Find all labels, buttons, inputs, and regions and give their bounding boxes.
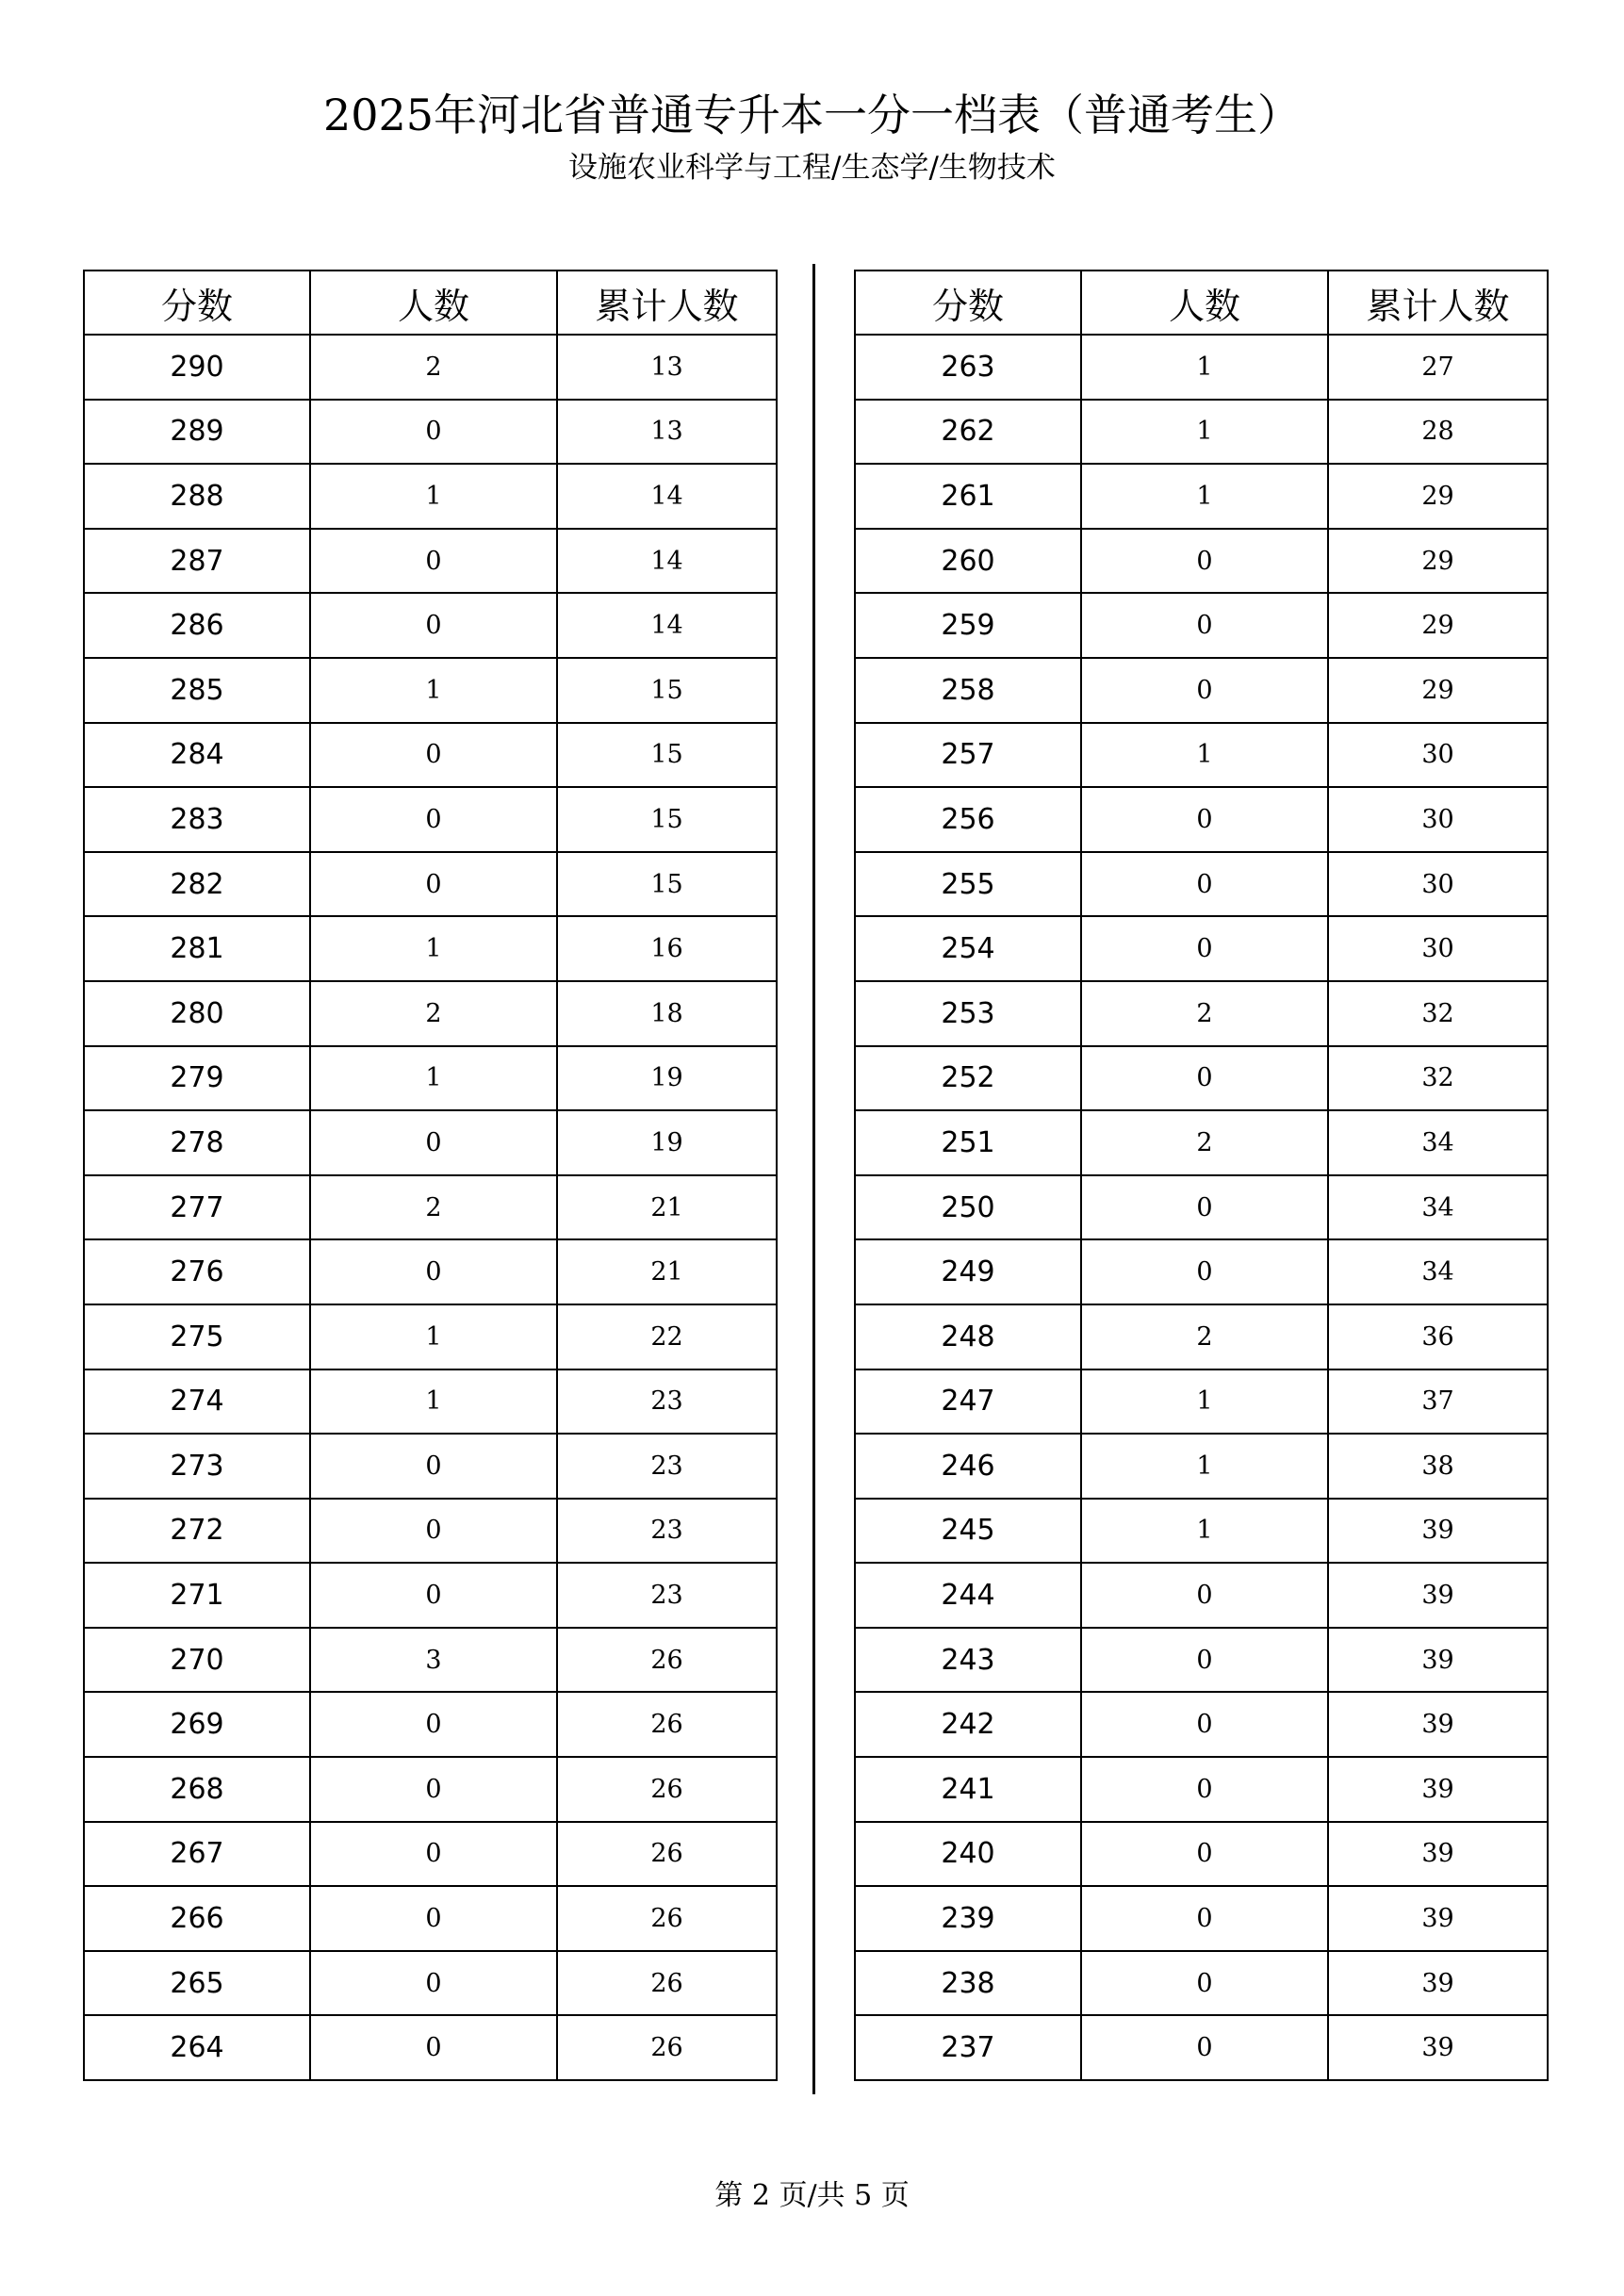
table-row — [855, 1822, 1548, 1887]
table-row — [855, 981, 1548, 1046]
score-cell: 239 — [855, 1886, 1081, 1951]
score-cell: 258 — [855, 658, 1081, 723]
cumulative-cell: 26 — [557, 1757, 777, 1822]
cumulative-cell: 14 — [557, 593, 777, 658]
table-row — [84, 658, 777, 723]
table-row — [84, 723, 777, 788]
cumulative-cell: 30 — [1328, 852, 1548, 917]
count-cell: 0 — [1081, 787, 1328, 852]
count-cell: 1 — [1081, 400, 1328, 465]
score-cell: 290 — [84, 335, 310, 400]
table-row — [84, 981, 777, 1046]
score-cell: 286 — [84, 593, 310, 658]
count-cell: 0 — [310, 1822, 557, 1887]
count-cell: 0 — [1081, 2015, 1328, 2080]
table-row — [855, 335, 1548, 400]
count-cell: 0 — [310, 723, 557, 788]
table-row — [855, 464, 1548, 529]
score-table-right — [854, 270, 1549, 2081]
score-cell: 267 — [84, 1822, 310, 1887]
cumulative-cell: 18 — [557, 981, 777, 1046]
count-cell: 1 — [310, 1369, 557, 1435]
table-row — [855, 723, 1548, 788]
score-cell: 247 — [855, 1369, 1081, 1435]
score-cell: 263 — [855, 335, 1081, 400]
header-cumulative: 累计人数 — [557, 271, 777, 335]
cumulative-cell: 26 — [557, 1628, 777, 1693]
score-cell: 274 — [84, 1369, 310, 1435]
table-row — [855, 658, 1548, 723]
score-cell: 246 — [855, 1434, 1081, 1499]
cumulative-cell: 30 — [1328, 916, 1548, 981]
score-cell: 289 — [84, 400, 310, 465]
score-cell: 273 — [84, 1434, 310, 1499]
cumulative-cell: 15 — [557, 723, 777, 788]
count-cell: 2 — [310, 981, 557, 1046]
cumulative-cell: 39 — [1328, 1692, 1548, 1757]
count-cell: 0 — [310, 787, 557, 852]
table-row — [855, 1434, 1548, 1499]
cumulative-cell: 26 — [557, 1822, 777, 1887]
score-cell: 288 — [84, 464, 310, 529]
page-title: 2025年河北省普通专升本一分一档表（普通考生） — [322, 90, 1302, 140]
cumulative-cell: 15 — [557, 658, 777, 723]
cumulative-cell: 34 — [1328, 1239, 1548, 1304]
cumulative-cell: 26 — [557, 1886, 777, 1951]
score-cell: 253 — [855, 981, 1081, 1046]
count-cell: 1 — [310, 1304, 557, 1369]
count-cell: 0 — [1081, 658, 1328, 723]
count-cell: 0 — [310, 1757, 557, 1822]
count-cell: 1 — [1081, 1369, 1328, 1435]
table-row — [855, 1110, 1548, 1175]
score-cell: 266 — [84, 1886, 310, 1951]
header-row — [84, 271, 777, 335]
table-body-right — [855, 335, 1548, 2080]
cumulative-cell: 39 — [1328, 1628, 1548, 1693]
count-cell: 2 — [1081, 1110, 1328, 1175]
count-cell: 2 — [1081, 981, 1328, 1046]
count-cell: 0 — [310, 1110, 557, 1175]
count-cell: 1 — [1081, 723, 1328, 788]
score-cell: 280 — [84, 981, 310, 1046]
count-cell: 1 — [1081, 335, 1328, 400]
table-row — [84, 1757, 777, 1822]
score-cell: 281 — [84, 916, 310, 981]
table-row — [855, 916, 1548, 981]
header-score: 分数 — [84, 271, 310, 335]
page-subtitle: 设施农业科学与工程/生态学/生物技术 — [568, 151, 1056, 185]
cumulative-cell: 19 — [557, 1046, 777, 1111]
score-cell: 257 — [855, 723, 1081, 788]
table-row — [855, 1692, 1548, 1757]
cumulative-cell: 19 — [557, 1110, 777, 1175]
count-cell: 0 — [1081, 1175, 1328, 1240]
cumulative-cell: 39 — [1328, 1822, 1548, 1887]
count-cell: 0 — [1081, 1886, 1328, 1951]
header-count: 人数 — [310, 271, 557, 335]
score-cell: 287 — [84, 529, 310, 594]
table-row — [84, 1175, 777, 1240]
count-cell: 1 — [310, 464, 557, 529]
cumulative-cell: 14 — [557, 529, 777, 594]
table-row — [855, 1886, 1548, 1951]
table-row — [855, 593, 1548, 658]
table-row — [855, 787, 1548, 852]
count-cell: 0 — [310, 400, 557, 465]
score-cell: 265 — [84, 1951, 310, 2016]
cumulative-cell: 34 — [1328, 1110, 1548, 1175]
table-row — [84, 529, 777, 594]
score-cell: 277 — [84, 1175, 310, 1240]
cumulative-cell: 29 — [1328, 529, 1548, 594]
score-cell: 283 — [84, 787, 310, 852]
score-cell: 268 — [84, 1757, 310, 1822]
table-row — [84, 593, 777, 658]
cumulative-cell: 15 — [557, 787, 777, 852]
table-row — [855, 1046, 1548, 1111]
table-row — [84, 1951, 777, 2016]
count-cell: 0 — [1081, 1692, 1328, 1757]
cumulative-cell: 27 — [1328, 335, 1548, 400]
cumulative-cell: 30 — [1328, 723, 1548, 788]
score-cell: 242 — [855, 1692, 1081, 1757]
count-cell: 0 — [1081, 1046, 1328, 1111]
count-cell: 0 — [310, 1563, 557, 1628]
count-cell: 1 — [1081, 464, 1328, 529]
cumulative-cell: 26 — [557, 1951, 777, 2016]
count-cell: 0 — [310, 1434, 557, 1499]
score-cell: 251 — [855, 1110, 1081, 1175]
cumulative-cell: 22 — [557, 1304, 777, 1369]
count-cell: 0 — [1081, 1822, 1328, 1887]
cumulative-cell: 28 — [1328, 400, 1548, 465]
table-row — [855, 1499, 1548, 1564]
score-cell: 259 — [855, 593, 1081, 658]
table-row — [84, 1499, 777, 1564]
score-cell: 254 — [855, 916, 1081, 981]
count-cell: 2 — [310, 335, 557, 400]
score-cell: 243 — [855, 1628, 1081, 1693]
cumulative-cell: 30 — [1328, 787, 1548, 852]
cumulative-cell: 21 — [557, 1175, 777, 1240]
cumulative-cell: 39 — [1328, 1886, 1548, 1951]
score-cell: 275 — [84, 1304, 310, 1369]
table-row — [855, 1757, 1548, 1822]
cumulative-cell: 14 — [557, 464, 777, 529]
score-cell: 255 — [855, 852, 1081, 917]
score-cell: 241 — [855, 1757, 1081, 1822]
cumulative-cell: 29 — [1328, 593, 1548, 658]
table-row — [855, 1239, 1548, 1304]
count-cell: 1 — [310, 1046, 557, 1111]
score-table-left — [83, 270, 778, 2081]
score-cell: 252 — [855, 1046, 1081, 1111]
table-row — [84, 1822, 777, 1887]
count-cell: 0 — [310, 593, 557, 658]
score-cell: 276 — [84, 1239, 310, 1304]
column-divider — [812, 264, 815, 2094]
cumulative-cell: 36 — [1328, 1304, 1548, 1369]
cumulative-cell: 26 — [557, 2015, 777, 2080]
table-row — [84, 1046, 777, 1111]
score-cell: 272 — [84, 1499, 310, 1564]
count-cell: 0 — [1081, 916, 1328, 981]
cumulative-cell: 39 — [1328, 2015, 1548, 2080]
cumulative-cell: 32 — [1328, 981, 1548, 1046]
page-footer: 第 2 页/共 5 页 — [714, 2179, 910, 2212]
count-cell: 0 — [1081, 593, 1328, 658]
count-cell: 0 — [310, 1886, 557, 1951]
table-row — [855, 1951, 1548, 2016]
table-row — [84, 1304, 777, 1369]
cumulative-cell: 29 — [1328, 658, 1548, 723]
cumulative-cell: 26 — [557, 1692, 777, 1757]
count-cell: 0 — [1081, 852, 1328, 917]
table-row — [84, 916, 777, 981]
table-row — [855, 1628, 1548, 1693]
cumulative-cell: 23 — [557, 1369, 777, 1435]
count-cell: 0 — [310, 1692, 557, 1757]
table-row — [84, 1692, 777, 1757]
count-cell: 0 — [310, 2015, 557, 2080]
score-cell: 278 — [84, 1110, 310, 1175]
score-cell: 237 — [855, 2015, 1081, 2080]
count-cell: 0 — [1081, 1239, 1328, 1304]
score-cell: 284 — [84, 723, 310, 788]
score-cell: 285 — [84, 658, 310, 723]
table-body-left — [84, 335, 777, 2080]
score-cell: 250 — [855, 1175, 1081, 1240]
cumulative-cell: 13 — [557, 400, 777, 465]
count-cell: 1 — [1081, 1434, 1328, 1499]
count-cell: 0 — [1081, 1757, 1328, 1822]
table-row — [84, 852, 777, 917]
table-row — [84, 2015, 777, 2080]
header-score: 分数 — [855, 271, 1081, 335]
cumulative-cell: 23 — [557, 1563, 777, 1628]
table-row — [84, 1110, 777, 1175]
score-cell: 238 — [855, 1951, 1081, 2016]
score-cell: 248 — [855, 1304, 1081, 1369]
cumulative-cell: 39 — [1328, 1951, 1548, 2016]
cumulative-cell: 21 — [557, 1239, 777, 1304]
score-cell: 270 — [84, 1628, 310, 1693]
header-count: 人数 — [1081, 271, 1328, 335]
table-row — [84, 1563, 777, 1628]
score-cell: 260 — [855, 529, 1081, 594]
score-cell: 249 — [855, 1239, 1081, 1304]
cumulative-cell: 23 — [557, 1434, 777, 1499]
cumulative-cell: 32 — [1328, 1046, 1548, 1111]
count-cell: 1 — [1081, 1499, 1328, 1564]
cumulative-cell: 15 — [557, 852, 777, 917]
score-cell: 256 — [855, 787, 1081, 852]
count-cell: 2 — [310, 1175, 557, 1240]
score-cell: 244 — [855, 1563, 1081, 1628]
count-cell: 1 — [310, 658, 557, 723]
cumulative-cell: 34 — [1328, 1175, 1548, 1240]
count-cell: 0 — [310, 1499, 557, 1564]
table-row — [84, 400, 777, 465]
score-cell: 279 — [84, 1046, 310, 1111]
score-cell: 240 — [855, 1822, 1081, 1887]
table-row — [84, 335, 777, 400]
count-cell: 1 — [310, 916, 557, 981]
score-cell: 262 — [855, 400, 1081, 465]
cumulative-cell: 13 — [557, 335, 777, 400]
count-cell: 3 — [310, 1628, 557, 1693]
score-cell: 269 — [84, 1692, 310, 1757]
cumulative-cell: 39 — [1328, 1499, 1548, 1564]
header-row — [855, 271, 1548, 335]
table-row — [84, 1434, 777, 1499]
table-row — [84, 464, 777, 529]
table-row — [855, 529, 1548, 594]
count-cell: 2 — [1081, 1304, 1328, 1369]
table-row — [84, 1239, 777, 1304]
cumulative-cell: 23 — [557, 1499, 777, 1564]
table-row — [855, 1304, 1548, 1369]
table-row — [84, 787, 777, 852]
count-cell: 0 — [310, 1951, 557, 2016]
table-row — [855, 2015, 1548, 2080]
count-cell: 0 — [1081, 1628, 1328, 1693]
cumulative-cell: 39 — [1328, 1757, 1548, 1822]
table-row — [855, 852, 1548, 917]
cumulative-cell: 37 — [1328, 1369, 1548, 1435]
header-cumulative: 累计人数 — [1328, 271, 1548, 335]
count-cell: 0 — [310, 852, 557, 917]
score-cell: 245 — [855, 1499, 1081, 1564]
count-cell: 0 — [310, 1239, 557, 1304]
cumulative-cell: 16 — [557, 916, 777, 981]
count-cell: 0 — [1081, 529, 1328, 594]
score-cell: 271 — [84, 1563, 310, 1628]
table-row — [855, 1369, 1548, 1435]
count-cell: 0 — [1081, 1563, 1328, 1628]
score-cell: 261 — [855, 464, 1081, 529]
table-row — [84, 1369, 777, 1435]
cumulative-cell: 38 — [1328, 1434, 1548, 1499]
count-cell: 0 — [1081, 1951, 1328, 2016]
table-row — [855, 1563, 1548, 1628]
cumulative-cell: 29 — [1328, 464, 1548, 529]
cumulative-cell: 39 — [1328, 1563, 1548, 1628]
table-row — [855, 1175, 1548, 1240]
count-cell: 0 — [310, 529, 557, 594]
table-row — [855, 400, 1548, 465]
score-cell: 264 — [84, 2015, 310, 2080]
table-row — [84, 1886, 777, 1951]
score-cell: 282 — [84, 852, 310, 917]
table-row — [84, 1628, 777, 1693]
